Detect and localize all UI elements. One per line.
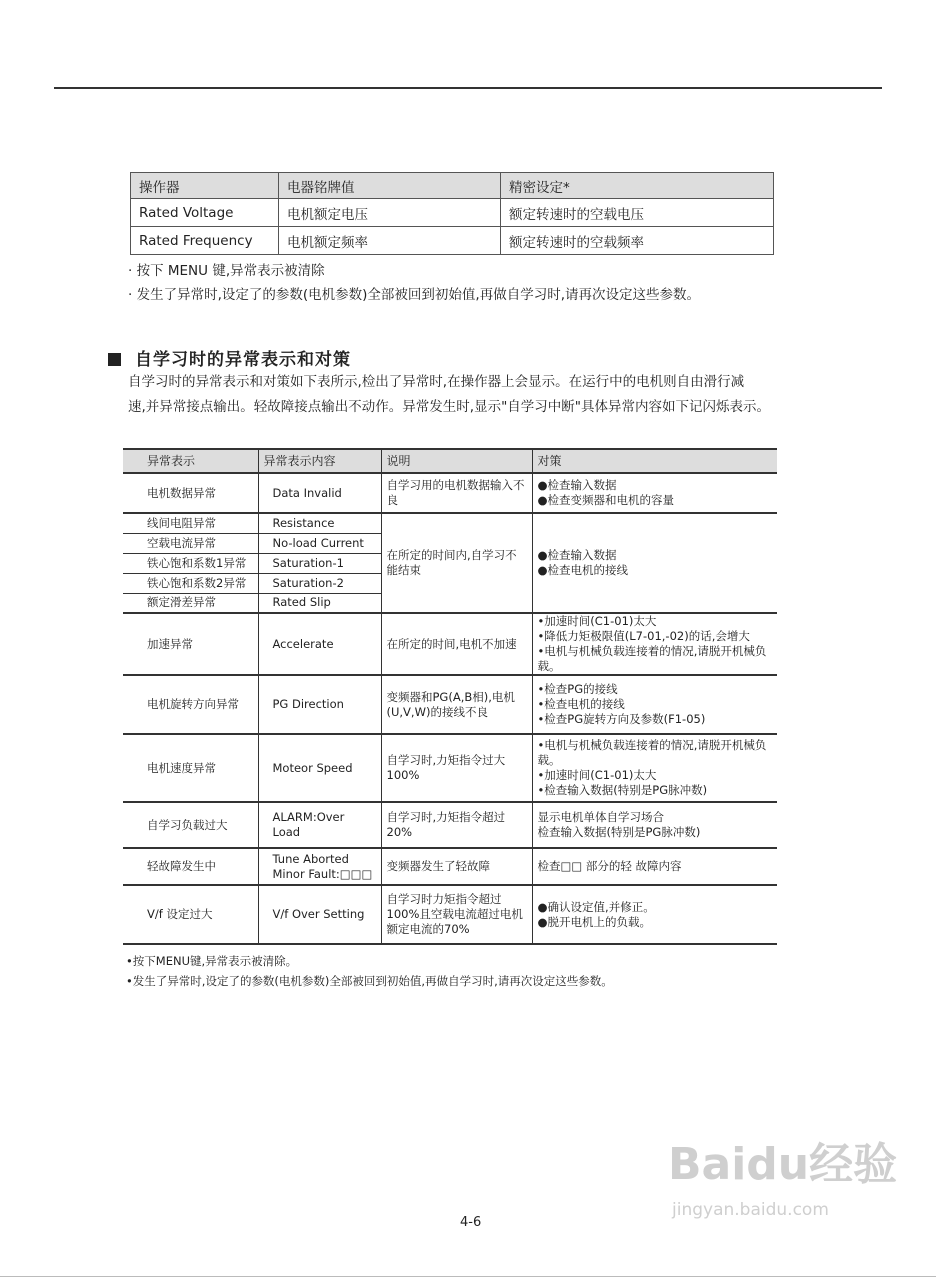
cell: 在所定的时间内,自学习不能结束 [381, 513, 532, 613]
cell: 电机旋转方向异常 [123, 675, 258, 734]
action: •检查PG旋转方向及参数(F1-05) [537, 712, 706, 726]
section-heading [108, 345, 351, 370]
header-cell: 说明 [381, 449, 532, 473]
cell: No-load Current [258, 533, 381, 553]
note: · 发生了异常时,设定了的参数(电机参数)全部被回到初始值,再做自学习时,请再次设定这些参数。 [128, 287, 700, 303]
action: •电机与机械负载连接着的情况,请脱开机械负载。 [537, 644, 767, 673]
cell: 自学习时,力矩指令超过20% [381, 802, 532, 848]
cell: Data Invalid [258, 473, 381, 513]
cell: 在所定的时间,电机不加速 [381, 613, 532, 675]
cell: Saturation-1 [258, 553, 381, 573]
cell: 自学习用的电机数据输入不良 [381, 473, 532, 513]
action: ●脱开电机上的负载。 [537, 914, 652, 929]
header-cell: 异常表示内容 [258, 449, 381, 473]
section-paragraph [128, 370, 770, 420]
action: •电机与机械负载连接着的情况,请脱开机械负载。 [537, 738, 767, 767]
table-row [123, 675, 777, 734]
action: •检查电机的接线 [537, 697, 625, 711]
action: •加速时间(C1-01)太大 [537, 614, 657, 628]
cell [532, 513, 777, 613]
cell: Accelerate [258, 613, 381, 675]
autotune-fault-table [123, 448, 777, 945]
cell: ALARM:Over Load [258, 802, 381, 848]
table-row [123, 885, 777, 944]
section-title: 自学习时的异常表示和对策 [135, 350, 351, 370]
cell: 铁心饱和系数1异常 [123, 553, 258, 573]
cell: 轻故障发生中 [123, 848, 258, 885]
cell: 自学习时,力矩指令过大100% [381, 734, 532, 802]
note: •按下MENU键,异常表示被清除。 [126, 954, 298, 968]
cell [532, 473, 777, 513]
table-row [123, 802, 777, 848]
action: 检查输入数据(特别是PG脉冲数) [537, 825, 701, 839]
cell: Rated Slip [258, 593, 381, 613]
cell: 铁心饱和系数2异常 [123, 573, 258, 593]
cell: 空载电流异常 [123, 533, 258, 553]
rated-values-table [130, 172, 774, 255]
cell: V/f 设定过大 [123, 885, 258, 944]
note: •发生了异常时,设定了的参数(电机参数)全部被回到初始值,再做自学习时,请再次设定这些参数。 [126, 974, 613, 988]
cell: Saturation-2 [258, 573, 381, 593]
cell: 额定转速时的空载电压 [501, 199, 774, 227]
cell: 电机数据异常 [123, 473, 258, 513]
cell [532, 802, 777, 848]
cell [532, 675, 777, 734]
bottom-rule [0, 1276, 936, 1277]
action: ●确认设定值,并修正。 [537, 899, 655, 914]
page-number: 4-6 [460, 1215, 482, 1230]
cell: 电机额定电压 [279, 199, 501, 227]
action: ●检查输入数据 [537, 478, 617, 492]
table-row [123, 513, 777, 533]
cell: V/f Over Setting [258, 885, 381, 944]
cell: Resistance [258, 513, 381, 533]
cell: Moteor Speed [258, 734, 381, 802]
cell: 自学习时力矩指令超过100%且空载电流超过电机额定电流的70% [381, 885, 532, 944]
header-cell: 操作器 [131, 173, 279, 199]
action: •检查PG的接线 [537, 682, 618, 696]
para-line: 速,并异常接点输出。轻故障接点输出不动作。异常发生时,显示"自学习中断"具体异常内容如下记闪烁表示。 [128, 399, 771, 415]
table-row [123, 613, 777, 675]
square-bullet-icon [108, 353, 121, 366]
cell: 加速异常 [123, 613, 258, 675]
table-row [123, 473, 777, 513]
cell: 额定转速时的空载频率 [501, 227, 774, 255]
para-line: 自学习时的异常表示和对策如下表所示,检出了异常时,在操作器上会显示。在运行中的电机则自由滑行减 [128, 374, 745, 390]
header-cell: 对策 [532, 449, 777, 473]
cell: 额定滑差异常 [123, 593, 258, 613]
action: •加速时间(C1-01)太大 [537, 768, 657, 782]
cell: 变频器和PG(A,B相),电机(U,V,W)的接线不良 [381, 675, 532, 734]
cell: 自学习负载过大 [123, 802, 258, 848]
cell: 变频器发生了轻故障 [381, 848, 532, 885]
header-rule [54, 87, 882, 89]
header-cell: 异常表示 [123, 449, 258, 473]
action: 检查□□ 部分的轻 故障内容 [537, 859, 682, 873]
fault-table-section [123, 448, 777, 991]
note: · 按下 MENU 键,异常表示被清除 [128, 263, 325, 279]
header-cell: 精密设定* [501, 173, 774, 199]
footnotes [123, 945, 777, 991]
cell [532, 885, 777, 944]
cell [532, 848, 777, 885]
table-row [123, 734, 777, 802]
action: 显示电机单体自学习场合 [537, 810, 664, 824]
cell: 电机速度异常 [123, 734, 258, 802]
action: •检查输入数据(特别是PG脉冲数) [537, 783, 708, 797]
watermark-logo: Baidu经验 [668, 1139, 898, 1190]
cell [532, 734, 777, 802]
action: ●检查变频器和电机的容量 [537, 493, 675, 507]
watermark-url: jingyan.baidu.com [672, 1200, 829, 1220]
cell: Tune Aborted Minor Fault:□□□ [258, 848, 381, 885]
cell: 电机额定频率 [279, 227, 501, 255]
table-row [123, 848, 777, 885]
cell [532, 613, 777, 675]
cell: PG Direction [258, 675, 381, 734]
cell: 线间电阻异常 [123, 513, 258, 533]
cell: Rated Frequency [131, 227, 279, 255]
cell: Rated Voltage [131, 199, 279, 227]
action: ●检查电机的接线 [537, 563, 629, 577]
header-cell: 电器铭牌值 [279, 173, 501, 199]
action: ●检查输入数据 [537, 548, 617, 562]
action: •降低力矩极限值(L7-01,-02)的话,会增大 [537, 629, 750, 643]
